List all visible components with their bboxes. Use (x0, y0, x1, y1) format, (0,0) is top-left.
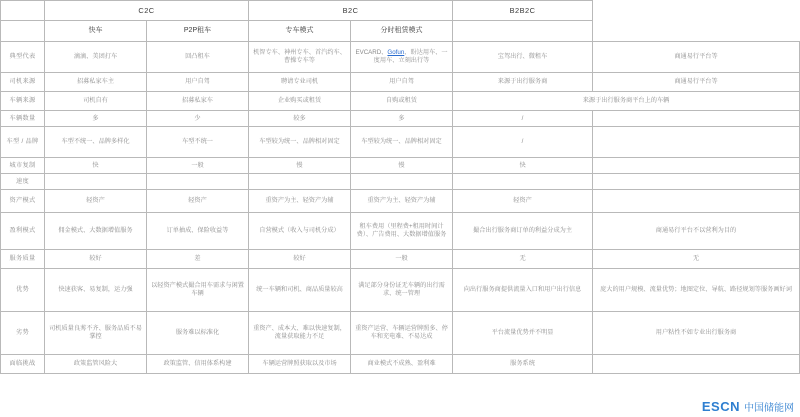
table-row (1, 312, 800, 355)
row-cell: 慢 (249, 158, 351, 174)
row-cell: 政策监管风险大 (45, 355, 147, 374)
group-cell-empty (1, 1, 45, 21)
row-cell: 司机质量良莠不齐、服务品质不易掌控 (45, 312, 147, 355)
table-subtype-header-row (1, 21, 800, 42)
row-cell (147, 174, 249, 190)
row-cell: 重资产为主、轻资产为辅 (249, 190, 351, 213)
table-row (1, 111, 800, 127)
table-row (1, 42, 800, 73)
row-cell: 慢 (351, 158, 453, 174)
row-cell: 车型不统一、品牌多样化 (45, 127, 147, 158)
row-cell: 用户粘性不如专业出行服务商 (593, 312, 800, 355)
row-cell: 机智专车、神州专车、首汽约车、曹操专车等 (249, 42, 351, 73)
table-row (1, 92, 800, 111)
row-label: 车辆数量 (1, 111, 45, 127)
row-cell: 来源于出行服务商 (453, 73, 593, 92)
table-row (1, 269, 800, 312)
row-cell: 平台流量优势并不明显 (453, 312, 593, 355)
row-label: 资产模式 (1, 190, 45, 213)
subtype-cell-empty (1, 21, 45, 42)
row-label: 城市复制 (1, 158, 45, 174)
row-cell: 以轻资产模式撮合用车需求与闲置车辆 (147, 269, 249, 312)
row-cell (593, 111, 800, 127)
row-cell: 企业购买或租赁 (249, 92, 351, 111)
row-cell: 车型较为统一、品牌相对固定 (249, 127, 351, 158)
row-cell: 快 (45, 158, 147, 174)
subtype-cell-empty2 (453, 21, 593, 42)
subtype-cell-zhuanche: 专车模式 (249, 21, 351, 42)
row-cell: / (453, 127, 593, 158)
row-cell: 轻资产 (45, 190, 147, 213)
row-cell: 佣金模式、大数据增值服务 (45, 213, 147, 250)
row-label: 面临挑战 (1, 355, 45, 374)
row-cell: 租车费用（里程费+租用时间计费）、广告费用、大数据增值服务 (351, 213, 453, 250)
row-cell: 用户自驾 (351, 73, 453, 92)
row-label: 车型 / 品牌 (1, 127, 45, 158)
row-cell: 轻资产 (147, 190, 249, 213)
row-label: 劣势 (1, 312, 45, 355)
inline-text: EVCARD、 (355, 49, 388, 57)
row-cell: 庞大的用户规模、流量优势；地图定位、导航、路径规划等服务画好词 (593, 269, 800, 312)
row-cell: 快速获客、易复制，运力强 (45, 269, 147, 312)
table-row (1, 190, 800, 213)
subtype-cell-p2p: P2P租车 (147, 21, 249, 42)
row-cell: 重资产运营、车辆运营牌照多、停车和充电难、不易达成 (351, 312, 453, 355)
row-cell: 服务系统 (453, 355, 593, 374)
group-cell-b2c: B2C (249, 1, 453, 21)
row-cell: 招募私家车主 (45, 73, 147, 92)
row-cell: 政策监管、信用体系构建 (147, 355, 249, 374)
row-cell: 差 (147, 250, 249, 269)
row-cell: 无 (593, 250, 800, 269)
row-cell: 商业模式不成熟、盈利难 (351, 355, 453, 374)
row-cell: 车辆运营牌照获取以及市场 (249, 355, 351, 374)
watermark (702, 399, 794, 414)
row-label: 速度 (1, 174, 45, 190)
subtype-cell-kuaiche: 快车 (45, 21, 147, 42)
row-label: 典型代表 (1, 42, 45, 73)
row-cell: 重资产为主、轻资产为辅 (351, 190, 453, 213)
row-cell: 宝驾出行、微租车 (453, 42, 593, 73)
row-cell: 满足部分身份证无车辆的出行需求、统一管理 (351, 269, 453, 312)
row-cell (593, 355, 800, 374)
table-row (1, 174, 800, 190)
row-cell: 自营模式（收入与司机分成） (249, 213, 351, 250)
row-cell: 统一车辆和司机、商品质量较高 (249, 269, 351, 312)
row-cell: 多 (351, 111, 453, 127)
watermark-brand: ESCN (701, 399, 740, 414)
row-cell: 多 (45, 111, 147, 127)
row-cell: 少 (147, 111, 249, 127)
group-cell-c2c: C2C (45, 1, 249, 21)
watermark-subtitle: 中国储能网 (744, 403, 794, 414)
inline-link[interactable]: Gofun (387, 49, 405, 57)
table-row (1, 158, 800, 174)
row-cell: 来源于出行服务商平台上的车辆 (453, 92, 800, 111)
table-row (1, 250, 800, 269)
row-cell (249, 174, 351, 190)
row-cell (593, 190, 800, 213)
row-label: 盈利模式 (1, 213, 45, 250)
inline-text: 、盼达用车、一度用车、立刻出行等 (373, 49, 448, 64)
table-row (1, 355, 800, 374)
row-label: 服务质量 (1, 250, 45, 269)
row-cell: 无 (453, 250, 593, 269)
subtype-cell-fenshi: 分时租赁模式 (351, 21, 453, 42)
row-label: 优势 (1, 269, 45, 312)
row-cell (593, 158, 800, 174)
row-cell: 一般 (351, 250, 453, 269)
row-cell: / (453, 111, 593, 127)
row-cell: 快 (453, 158, 593, 174)
table-row (1, 127, 800, 158)
row-cell (453, 174, 593, 190)
table-row (1, 73, 800, 92)
row-cell: 订单抽成、保险收益等 (147, 213, 249, 250)
row-cell: 招募私家车 (147, 92, 249, 111)
row-cell-rich (351, 42, 453, 73)
row-cell: 聘请专业司机 (249, 73, 351, 92)
row-cell: 撮合出行服务商订单的利益分成为主 (453, 213, 593, 250)
row-cell: 商通易行平台等 (593, 42, 800, 73)
row-cell: 回凸租车 (147, 42, 249, 73)
row-cell: 滴滴、美团打车 (45, 42, 147, 73)
row-cell: 用户自驾 (147, 73, 249, 92)
table-row (1, 213, 800, 250)
table-group-header-row (1, 1, 800, 21)
row-cell: 司机自有 (45, 92, 147, 111)
row-cell: 较多 (249, 111, 351, 127)
row-label: 车辆来源 (1, 92, 45, 111)
row-cell: 商通易行平台等 (593, 73, 800, 92)
row-cell (593, 127, 800, 158)
row-cell: 重资产、成本大、难以快速复制，流量获取能力不足 (249, 312, 351, 355)
row-cell: 车型较为统一、品牌相对固定 (351, 127, 453, 158)
row-cell: 商通易行平台不以营利为目的 (593, 213, 800, 250)
group-cell-b2b2c: B2B2C (453, 1, 593, 21)
row-cell: 向出行服务商提供流量入口和用户出行信息 (453, 269, 593, 312)
row-cell: 轻资产 (453, 190, 593, 213)
row-cell: 较好 (249, 250, 351, 269)
row-cell (593, 174, 800, 190)
row-cell (45, 174, 147, 190)
row-cell: 服务难以标准化 (147, 312, 249, 355)
row-cell: 一般 (147, 158, 249, 174)
row-cell (351, 174, 453, 190)
row-cell: 较好 (45, 250, 147, 269)
row-cell: 自购或租赁 (351, 92, 453, 111)
row-cell: 车型不统一 (147, 127, 249, 158)
row-label: 司机来源 (1, 73, 45, 92)
